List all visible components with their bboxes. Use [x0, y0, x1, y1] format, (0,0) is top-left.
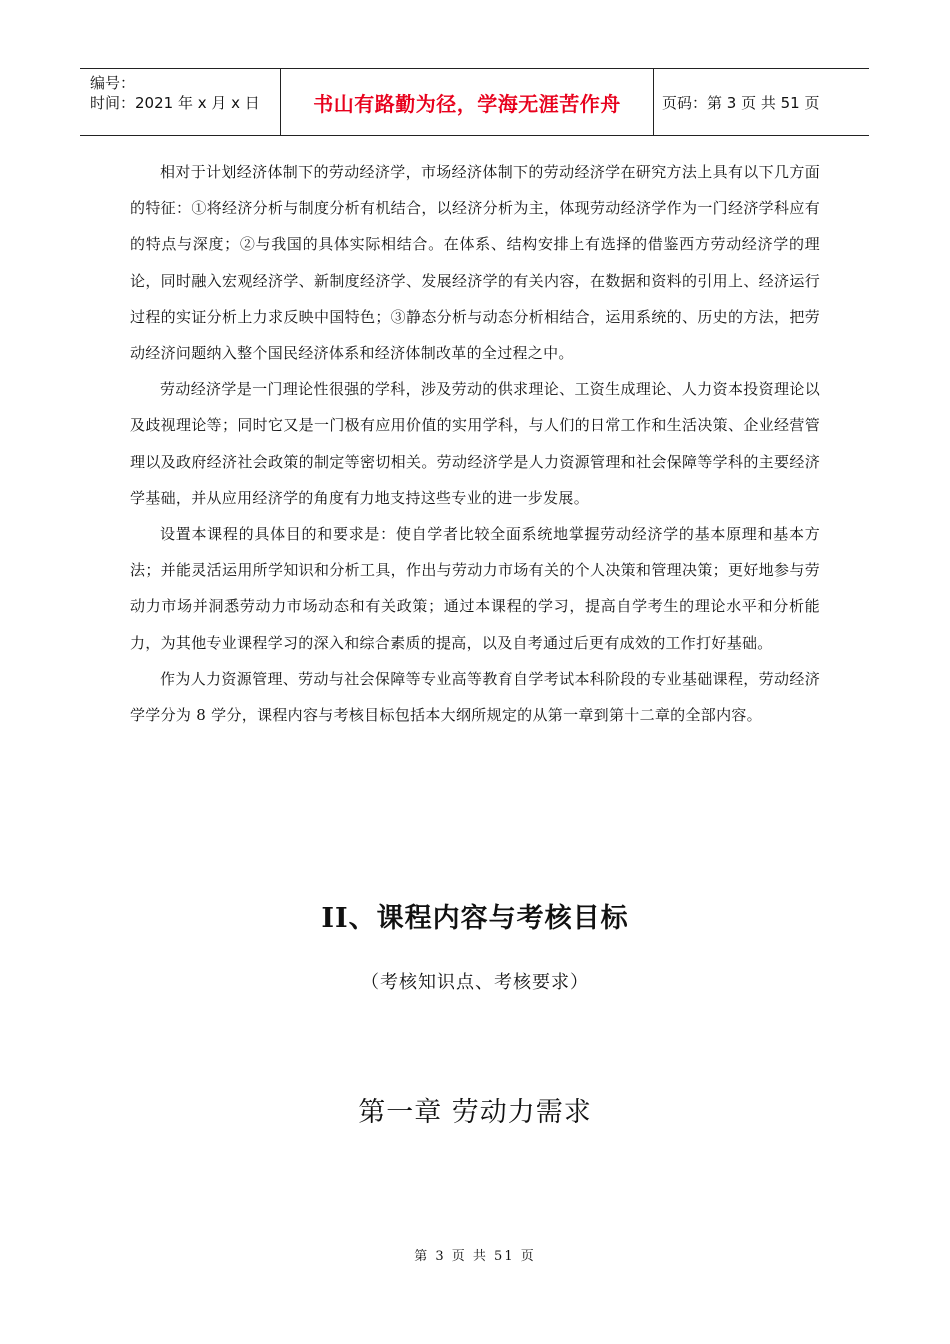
page-header [80, 68, 869, 136]
code-label: 编号： [90, 74, 136, 92]
body-text [130, 154, 820, 733]
header-motto: 书山有路勤为径，学海无涯苦作舟 [281, 69, 654, 135]
section-title: II、课程内容与考核目标 [321, 903, 629, 934]
header-page-info: 页码：第 3 页 共 51 页 [662, 93, 820, 112]
paragraph-discipline: 劳动经济学是一门理论性很强的学科，涉及劳动的供求理论、工资生成理论、人力资本投资理论以及歧视理论等；同时它又是一门极有应用价值的实用学科，与人们的日常工作和生活决策、企业经营管理以及政府经济社会政策的制定等密切相关。劳动经济学是人力资源管理和社会保障等学科的主要经济学基础，并从应用经济学的角度有力地支持这些专业的进一步发展。 [130, 380, 820, 507]
page-footer: 第 3 页 共 51 页 [414, 1249, 536, 1264]
paragraph-objectives: 设置本课程的具体目的和要求是：使自学者比较全面系统地掌握劳动经济学的基本原理和基本方法；并能灵活运用所学知识和分析工具，作出与劳动力市场有关的个人决策和管理决策；更好地参与劳动力市场并洞悉劳动力市场动态和有关政策；通过本课程的学习，提高自学考生的理论水平和分析能力，为其他专业课程学习的深入和综合素质的提高，以及自考通过后更有成效的工作打好基础。 [130, 525, 820, 652]
paragraph-credits: 作为人力资源管理、劳动与社会保障等专业高等教育自学考试本科阶段的专业基础课程，劳动经济学学分为 8 学分，课程内容与考核目标包括本大纲所规定的从第一章到第十二章的全部内容。 [130, 669, 820, 725]
time-label: 时间：2021 年 x 月 x 日 [90, 94, 260, 112]
header-meta [80, 69, 281, 135]
chapter-title: 第一章 劳动力需求 [358, 1097, 592, 1128]
section-subtitle: （考核知识点、考核要求） [361, 972, 589, 993]
paragraph-methods: 相对于计划经济体制下的劳动经济学，市场经济体制下的劳动经济学在研究方法上具有以下几方面的特征：①将经济分析与制度分析有机结合，以经济分析为主，体现劳动经济学作为一门经济学科应有的特点与深度；②与我国的具体实际相结合。在体系、结构安排上有选择的借鉴西方劳动经济学的理论，同时融入宏观经济学、新制度经济学、发展经济学的有关内容，在数据和资料的引用上、经济运行过程的实证分析上力求反映中国特色；③静态分析与动态分析相结合，运用系统的、历史的方法，把劳动经济问题纳入整个国民经济体系和经济体制改革的全过程之中。 [130, 163, 820, 363]
